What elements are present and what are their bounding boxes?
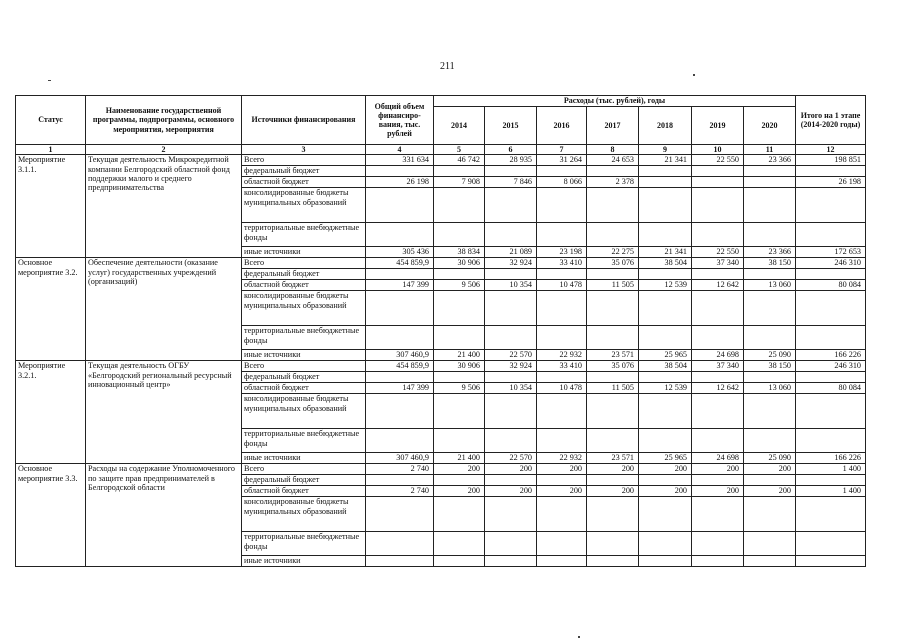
column-number: 1	[16, 145, 86, 155]
year-amount-cell	[587, 497, 639, 532]
header-total: Общий объем финансиро-вания, тыс. рублей	[366, 96, 434, 145]
total-amount-cell: 454 859,9	[366, 361, 434, 372]
total-amount-cell	[366, 475, 434, 486]
year-amount-cell: 200	[485, 464, 537, 475]
year-amount-cell: 22 550	[692, 155, 744, 166]
year-amount-cell: 23 366	[744, 247, 796, 258]
year-amount-cell	[639, 269, 692, 280]
funding-source-cell: консолидированные бюджеты муниципальных образований	[242, 497, 366, 532]
program-name-cell: Текущая деятельность ОГБУ «Белгородский региональный ресурсный инновационный центр»	[86, 361, 242, 464]
year-amount-cell: 35 076	[587, 361, 639, 372]
year-amount-cell: 22 570	[485, 453, 537, 464]
funding-source-cell: федеральный бюджет	[242, 475, 366, 486]
total-amount-cell: 147 399	[366, 383, 434, 394]
column-number: 2	[86, 145, 242, 155]
total-amount-cell: 307 460,9	[366, 350, 434, 361]
year-amount-cell: 33 410	[537, 258, 587, 269]
funding-source-cell: иные источники	[242, 453, 366, 464]
year-amount-cell: 11 505	[587, 383, 639, 394]
year-amount-cell: 38 150	[744, 361, 796, 372]
funding-source-cell: федеральный бюджет	[242, 269, 366, 280]
year-amount-cell	[744, 372, 796, 383]
funding-source-cell: Всего	[242, 155, 366, 166]
total-amount-cell: 26 198	[366, 177, 434, 188]
total-amount-cell	[366, 188, 434, 223]
funding-source-cell: федеральный бюджет	[242, 166, 366, 177]
year-amount-cell	[639, 372, 692, 383]
year-amount-cell	[587, 269, 639, 280]
year-amount-cell: 12 642	[692, 280, 744, 291]
year-amount-cell	[537, 166, 587, 177]
funding-source-cell: областной бюджет	[242, 486, 366, 497]
year-amount-cell: 200	[744, 464, 796, 475]
year-amount-cell	[639, 177, 692, 188]
year-amount-cell: 200	[744, 486, 796, 497]
header-year: 2018	[639, 107, 692, 145]
year-amount-cell	[639, 475, 692, 486]
year-amount-cell	[744, 556, 796, 567]
total-amount-cell	[366, 291, 434, 326]
year-amount-cell	[537, 556, 587, 567]
funding-source-cell: территориальные внебюджетные фонды	[242, 326, 366, 350]
year-amount-cell: 25 965	[639, 350, 692, 361]
total-amount-cell: 454 859,9	[366, 258, 434, 269]
year-amount-cell	[692, 532, 744, 556]
year-amount-cell: 38 504	[639, 258, 692, 269]
funding-source-cell: иные источники	[242, 247, 366, 258]
year-amount-cell	[692, 326, 744, 350]
year-amount-cell	[692, 372, 744, 383]
column-number: 3	[242, 145, 366, 155]
year-amount-cell	[587, 166, 639, 177]
year-amount-cell	[485, 166, 537, 177]
year-amount-cell	[434, 326, 485, 350]
year-amount-cell	[692, 475, 744, 486]
year-amount-cell	[537, 269, 587, 280]
year-amount-cell	[744, 394, 796, 429]
year-amount-cell: 12 539	[639, 280, 692, 291]
funding-source-cell: федеральный бюджет	[242, 372, 366, 383]
year-amount-cell: 21 341	[639, 155, 692, 166]
year-amount-cell	[485, 269, 537, 280]
year-amount-cell: 37 340	[692, 361, 744, 372]
stage-total-cell	[796, 166, 866, 177]
year-amount-cell: 2 378	[587, 177, 639, 188]
year-amount-cell: 9 506	[434, 383, 485, 394]
funding-source-cell: территориальные внебюджетные фонды	[242, 223, 366, 247]
stage-total-cell	[796, 394, 866, 429]
table-row	[16, 464, 866, 475]
year-amount-cell	[744, 291, 796, 326]
year-amount-cell	[537, 188, 587, 223]
funding-source-cell: территориальные внебюджетные фонды	[242, 532, 366, 556]
year-amount-cell: 23 198	[537, 247, 587, 258]
year-amount-cell	[537, 532, 587, 556]
scan-speck	[693, 74, 695, 76]
total-amount-cell: 305 436	[366, 247, 434, 258]
year-amount-cell: 37 340	[692, 258, 744, 269]
column-number: 9	[639, 145, 692, 155]
year-amount-cell: 21 341	[639, 247, 692, 258]
year-amount-cell: 200	[434, 464, 485, 475]
total-amount-cell	[366, 372, 434, 383]
year-amount-cell	[587, 291, 639, 326]
year-amount-cell: 10 478	[537, 280, 587, 291]
year-amount-cell: 23 571	[587, 453, 639, 464]
year-amount-cell: 200	[434, 486, 485, 497]
year-amount-cell	[485, 429, 537, 453]
year-amount-cell: 21 400	[434, 350, 485, 361]
stage-total-cell: 1 400	[796, 464, 866, 475]
stage-total-cell	[796, 326, 866, 350]
stage-total-cell	[796, 532, 866, 556]
total-amount-cell: 331 634	[366, 155, 434, 166]
year-amount-cell: 22 932	[537, 350, 587, 361]
funding-source-cell: консолидированные бюджеты муниципальных образований	[242, 188, 366, 223]
header-name: Наименование государственной программы, подпрограммы, основного мероприятия, мероприятия	[86, 96, 242, 145]
year-amount-cell	[692, 497, 744, 532]
year-amount-cell: 24 698	[692, 350, 744, 361]
year-amount-cell: 38 150	[744, 258, 796, 269]
header-status: Статус	[16, 96, 86, 145]
total-amount-cell: 147 399	[366, 280, 434, 291]
year-amount-cell	[485, 223, 537, 247]
year-amount-cell	[485, 326, 537, 350]
total-amount-cell	[366, 429, 434, 453]
stage-total-cell	[796, 188, 866, 223]
year-amount-cell: 30 906	[434, 361, 485, 372]
header-year: 2020	[744, 107, 796, 145]
year-amount-cell	[537, 394, 587, 429]
scan-speck	[48, 80, 51, 81]
column-number: 12	[796, 145, 866, 155]
funding-source-cell: Всего	[242, 464, 366, 475]
header-year: 2019	[692, 107, 744, 145]
year-amount-cell: 200	[537, 464, 587, 475]
funding-source-cell: территориальные внебюджетные фонды	[242, 429, 366, 453]
header-sources: Источники финансирования	[242, 96, 366, 145]
stage-total-cell	[796, 497, 866, 532]
total-amount-cell: 307 460,9	[366, 453, 434, 464]
total-amount-cell: 2 740	[366, 486, 434, 497]
year-amount-cell: 22 932	[537, 453, 587, 464]
year-amount-cell: 200	[587, 486, 639, 497]
year-amount-cell	[639, 223, 692, 247]
stage-total-cell	[796, 223, 866, 247]
stage-total-cell: 80 084	[796, 280, 866, 291]
header-itogo: Итого на 1 этапе (2014-2020 годы)	[796, 96, 866, 145]
year-amount-cell: 33 410	[537, 361, 587, 372]
year-amount-cell: 7 908	[434, 177, 485, 188]
status-cell: Основное мероприятие 3.2.	[16, 258, 86, 361]
stage-total-cell	[796, 556, 866, 567]
year-amount-cell	[434, 429, 485, 453]
year-amount-cell	[639, 326, 692, 350]
year-amount-cell: 7 846	[485, 177, 537, 188]
year-amount-cell: 38 834	[434, 247, 485, 258]
program-name-cell: Текущая деятельность Микрокредитной компании Белгородский областной фонд поддержки малого и среднего предпринимательства	[86, 155, 242, 258]
stage-total-cell	[796, 429, 866, 453]
year-amount-cell: 200	[692, 464, 744, 475]
stage-total-cell: 166 226	[796, 453, 866, 464]
year-amount-cell	[434, 223, 485, 247]
year-amount-cell	[434, 532, 485, 556]
year-amount-cell: 32 924	[485, 361, 537, 372]
column-number: 10	[692, 145, 744, 155]
year-amount-cell	[434, 372, 485, 383]
year-amount-cell	[639, 166, 692, 177]
stage-total-cell	[796, 269, 866, 280]
year-amount-cell	[744, 188, 796, 223]
year-amount-cell	[692, 556, 744, 567]
funding-source-cell: иные источники	[242, 350, 366, 361]
stage-total-cell: 166 226	[796, 350, 866, 361]
year-amount-cell: 46 742	[434, 155, 485, 166]
year-amount-cell: 200	[639, 464, 692, 475]
year-amount-cell	[587, 532, 639, 556]
year-amount-cell: 24 698	[692, 453, 744, 464]
year-amount-cell: 12 539	[639, 383, 692, 394]
year-amount-cell: 10 478	[537, 383, 587, 394]
year-amount-cell	[485, 556, 537, 567]
total-amount-cell	[366, 223, 434, 247]
year-amount-cell: 25 090	[744, 453, 796, 464]
header-year: 2015	[485, 107, 537, 145]
total-amount-cell	[366, 269, 434, 280]
year-amount-cell: 9 506	[434, 280, 485, 291]
year-amount-cell: 31 264	[537, 155, 587, 166]
year-amount-cell	[434, 475, 485, 486]
year-amount-cell: 30 906	[434, 258, 485, 269]
year-amount-cell: 32 924	[485, 258, 537, 269]
year-amount-cell	[744, 326, 796, 350]
financing-table	[15, 95, 866, 567]
year-amount-cell	[744, 475, 796, 486]
year-amount-cell: 23 571	[587, 350, 639, 361]
funding-source-cell: иные источники	[242, 556, 366, 567]
funding-source-cell: областной бюджет	[242, 177, 366, 188]
year-amount-cell	[744, 177, 796, 188]
year-amount-cell	[692, 177, 744, 188]
year-amount-cell	[744, 429, 796, 453]
year-amount-cell: 8 066	[537, 177, 587, 188]
year-amount-cell: 10 354	[485, 280, 537, 291]
stage-total-cell	[796, 475, 866, 486]
year-amount-cell	[587, 188, 639, 223]
year-amount-cell: 25 090	[744, 350, 796, 361]
stage-total-cell: 246 310	[796, 361, 866, 372]
program-name-cell: Обеспечение деятельности (оказание услуг) государственных учреждений (организаций)	[86, 258, 242, 361]
year-amount-cell: 12 642	[692, 383, 744, 394]
year-amount-cell: 11 505	[587, 280, 639, 291]
column-number: 7	[537, 145, 587, 155]
funding-source-cell: областной бюджет	[242, 280, 366, 291]
year-amount-cell	[692, 223, 744, 247]
year-amount-cell	[434, 188, 485, 223]
column-number: 6	[485, 145, 537, 155]
year-amount-cell: 25 965	[639, 453, 692, 464]
year-amount-cell	[537, 372, 587, 383]
year-amount-cell	[537, 429, 587, 453]
year-amount-cell	[485, 394, 537, 429]
year-amount-cell	[587, 326, 639, 350]
year-amount-cell: 200	[639, 486, 692, 497]
year-amount-cell: 21 089	[485, 247, 537, 258]
year-amount-cell	[692, 291, 744, 326]
table-row	[16, 361, 866, 372]
status-cell: Мероприятие 3.1.1.	[16, 155, 86, 258]
year-amount-cell	[639, 394, 692, 429]
year-amount-cell	[587, 429, 639, 453]
year-amount-cell	[485, 291, 537, 326]
year-amount-cell: 22 550	[692, 247, 744, 258]
year-amount-cell	[692, 269, 744, 280]
column-number: 4	[366, 145, 434, 155]
year-amount-cell: 22 570	[485, 350, 537, 361]
stage-total-cell: 1 400	[796, 486, 866, 497]
year-amount-cell	[692, 429, 744, 453]
total-amount-cell	[366, 556, 434, 567]
year-amount-cell	[587, 372, 639, 383]
header-expenses: Расходы (тыс. рублей), годы	[434, 96, 796, 107]
year-amount-cell	[744, 166, 796, 177]
year-amount-cell: 38 504	[639, 361, 692, 372]
funding-source-cell: консолидированные бюджеты муниципальных образований	[242, 291, 366, 326]
year-amount-cell: 24 653	[587, 155, 639, 166]
year-amount-cell	[537, 497, 587, 532]
table-body	[16, 155, 866, 567]
header-year: 2016	[537, 107, 587, 145]
total-amount-cell	[366, 532, 434, 556]
year-amount-cell	[485, 475, 537, 486]
year-amount-cell: 200	[692, 486, 744, 497]
year-amount-cell	[485, 372, 537, 383]
year-amount-cell: 21 400	[434, 453, 485, 464]
year-amount-cell	[744, 269, 796, 280]
year-amount-cell: 200	[485, 486, 537, 497]
total-amount-cell	[366, 497, 434, 532]
year-amount-cell	[434, 497, 485, 532]
year-amount-cell	[744, 532, 796, 556]
year-amount-cell: 200	[587, 464, 639, 475]
year-amount-cell	[744, 223, 796, 247]
year-amount-cell: 13 060	[744, 280, 796, 291]
year-amount-cell: 13 060	[744, 383, 796, 394]
column-number: 5	[434, 145, 485, 155]
funding-source-cell: областной бюджет	[242, 383, 366, 394]
status-cell: Основное мероприятие 3.3.	[16, 464, 86, 567]
stage-total-cell: 80 084	[796, 383, 866, 394]
year-amount-cell	[587, 394, 639, 429]
year-amount-cell	[587, 223, 639, 247]
total-amount-cell	[366, 166, 434, 177]
year-amount-cell	[537, 223, 587, 247]
year-amount-cell	[692, 394, 744, 429]
year-amount-cell	[537, 475, 587, 486]
year-amount-cell	[587, 475, 639, 486]
stage-total-cell	[796, 372, 866, 383]
stage-total-cell: 172 653	[796, 247, 866, 258]
year-amount-cell	[434, 166, 485, 177]
total-amount-cell	[366, 326, 434, 350]
year-amount-cell	[639, 497, 692, 532]
year-amount-cell	[434, 394, 485, 429]
scan-speck	[578, 636, 580, 638]
year-amount-cell	[692, 166, 744, 177]
funding-source-cell: Всего	[242, 361, 366, 372]
year-amount-cell	[537, 326, 587, 350]
year-amount-cell: 200	[537, 486, 587, 497]
year-amount-cell	[587, 556, 639, 567]
total-amount-cell: 2 740	[366, 464, 434, 475]
year-amount-cell	[639, 532, 692, 556]
year-amount-cell	[744, 497, 796, 532]
year-amount-cell	[537, 291, 587, 326]
stage-total-cell	[796, 291, 866, 326]
year-amount-cell	[639, 188, 692, 223]
program-name-cell: Расходы на содержание Уполномоченного по защите прав предпринимателей в Белгородской области	[86, 464, 242, 567]
stage-total-cell: 246 310	[796, 258, 866, 269]
funding-source-cell: Всего	[242, 258, 366, 269]
year-amount-cell: 23 366	[744, 155, 796, 166]
header-year: 2014	[434, 107, 485, 145]
stage-total-cell: 198 851	[796, 155, 866, 166]
year-amount-cell	[639, 429, 692, 453]
year-amount-cell: 22 275	[587, 247, 639, 258]
year-amount-cell	[639, 556, 692, 567]
header-year: 2017	[587, 107, 639, 145]
year-amount-cell	[434, 556, 485, 567]
total-amount-cell	[366, 394, 434, 429]
year-amount-cell: 35 076	[587, 258, 639, 269]
stage-total-cell: 26 198	[796, 177, 866, 188]
column-number: 8	[587, 145, 639, 155]
year-amount-cell	[639, 291, 692, 326]
table-row	[16, 258, 866, 269]
year-amount-cell	[434, 269, 485, 280]
page-number: 211	[440, 61, 455, 72]
year-amount-cell	[485, 532, 537, 556]
year-amount-cell: 10 354	[485, 383, 537, 394]
table-row	[16, 155, 866, 166]
column-number: 11	[744, 145, 796, 155]
year-amount-cell: 28 935	[485, 155, 537, 166]
year-amount-cell	[485, 188, 537, 223]
year-amount-cell	[692, 188, 744, 223]
funding-source-cell: консолидированные бюджеты муниципальных образований	[242, 394, 366, 429]
status-cell: Мероприятие 3.2.1.	[16, 361, 86, 464]
year-amount-cell	[434, 291, 485, 326]
year-amount-cell	[485, 497, 537, 532]
